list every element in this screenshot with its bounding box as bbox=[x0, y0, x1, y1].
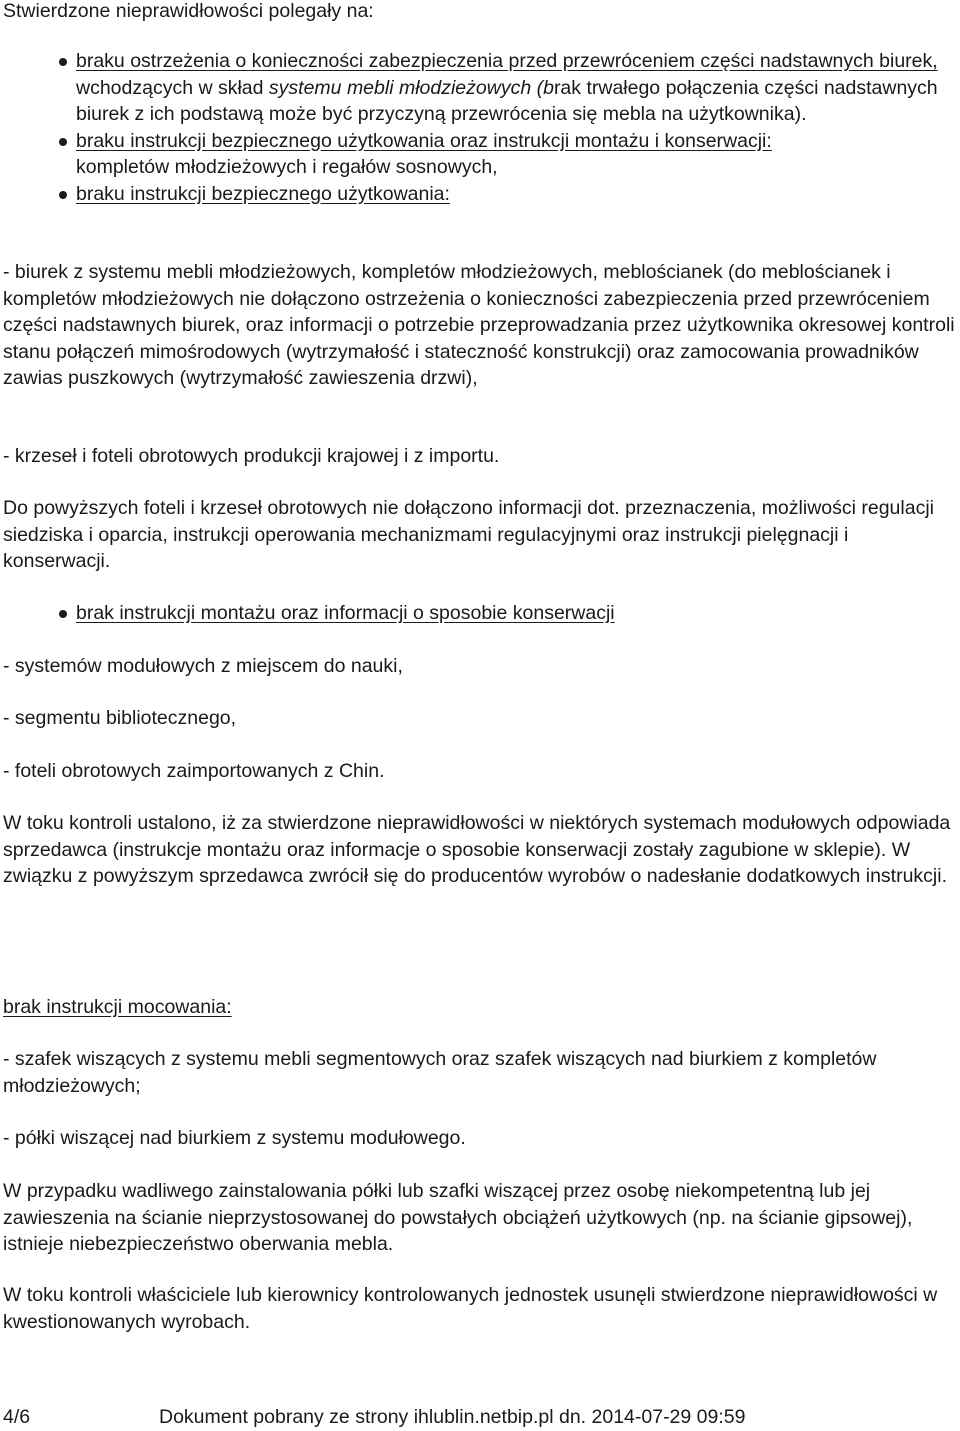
dash-item-foteli: - foteli obrotowych zaimportowanych z Chin. bbox=[3, 760, 385, 782]
page-footer bbox=[3, 1404, 958, 1430]
paragraph-szafek: - szafek wiszących z systemu mebli segmentowych oraz szafek wiszących nad biurkiem z kompletów młodzieżowych; bbox=[3, 1048, 877, 1097]
list-item bbox=[3, 48, 958, 128]
dash-item-systemow: - systemów modułowych z miejscem do nauki, bbox=[3, 655, 403, 677]
bullet-icon bbox=[59, 610, 67, 618]
list-item-underlined: braku instrukcji bezpiecznego użytkowania: bbox=[76, 182, 450, 205]
page-number: 4/6 bbox=[3, 1406, 31, 1428]
paragraph-usunieto: W toku kontroli właściciele lub kierownicy kontrolowanych jednostek usunęli stwierdzone nieprawidłowości w kwestionowanych wyrobach. bbox=[3, 1284, 938, 1333]
intro-text: Stwierdzone nieprawidłowości polegały na: bbox=[3, 0, 374, 22]
list-item-text: kompletów młodzieżowych i regałów sosnowych, bbox=[76, 156, 498, 178]
list-item-underlined: braku instrukcji bezpiecznego użytkowania oraz instrukcji montażu i konserwacji: bbox=[76, 129, 772, 152]
paragraph-biurek: - biurek z systemu mebli młodzieżowych, kompletów młodzieżowych, meblościanek (do meblościanek i kompletów młodzieżowych nie dołączono ostrzeżenia o konieczności zabezpieczenia przed przewróceniem części nadstawnych biurek, oraz informacji o potrzebie przeprowadzania przez użytkownika okresowej kontroli stanu połączeń mimośrodowych (wytrzymałość i stateczność konstrukcji) oraz zamocowania prowadników zawias puszkowych (wytrzymałość zawieszenia drzwi), bbox=[3, 261, 955, 389]
paragraph-polki: - półki wiszącej nad biurkiem z systemu modułowego. bbox=[3, 1127, 466, 1149]
bullet-icon bbox=[59, 58, 67, 66]
list-item-underlined: brak instrukcji montażu oraz informacji o sposobie konserwacji bbox=[76, 602, 615, 624]
list-item-text: wchodzących w skład bbox=[76, 76, 269, 99]
list-item bbox=[3, 128, 958, 181]
findings-list-2 bbox=[3, 600, 958, 627]
list-item-text: rak trwałego połączenia części nadstawnych biurek z ich podstawą może być przyczyną przewrócenia się mebla na użytkownika). bbox=[76, 76, 938, 125]
dash-item-segmentu: - segmentu bibliotecznego, bbox=[3, 707, 237, 729]
list-item bbox=[3, 181, 958, 208]
source-note: Dokument pobrany ze strony ihlublin.netbip.pl dn. 2014-07-29 09:59 bbox=[159, 1406, 746, 1428]
list-item bbox=[3, 600, 958, 627]
bullet-icon bbox=[59, 191, 67, 199]
findings-list bbox=[3, 48, 958, 207]
bullet-icon bbox=[59, 138, 67, 146]
list-item-underlined: braku ostrzeżenia o konieczności zabezpieczenia przed przewróceniem części nadstawnych biurek, bbox=[76, 50, 938, 72]
heading-mocowania: brak instrukcji mocowania: bbox=[3, 996, 232, 1018]
paragraph-krzesel: - krzeseł i foteli obrotowych produkcji krajowej i z importu. bbox=[3, 445, 500, 467]
list-item-italic: systemu mebli młodzieżowych (b bbox=[268, 76, 554, 99]
paragraph-foteli: Do powyższych foteli i krzeseł obrotowych nie dołączono informacji dot. przeznaczenia, możliwości regulacji siedziska i oparcia, instrukcji operowania mechanizmami regulacyjnymi oraz instrukcji pielęgnacji i konserwacji. bbox=[3, 497, 934, 572]
paragraph-toku-kontroli: W toku kontroli ustalono, iż za stwierdzone nieprawidłowości w niektórych systemach modułowych odpowiada sprzedawca (instrukcje montażu oraz informacje o sposobie konserwacji zostały zagubione w sklepie). W związku z powyższym sprzedawca zwrócił się do producentów wyrobów o nadesłanie dodatkowych instrukcji. bbox=[3, 812, 951, 887]
paragraph-wadliwego: W przypadku wadliwego zainstalowania półki lub szafki wiszącej przez osobę niekompetentną lub jej zawieszenia na ścianie nieprzystosowanej do powstałych obciążeń użytkowych (np. na ścianie gipsowej), istnieje niebezpieczeństwo oberwania mebla. bbox=[3, 1180, 913, 1255]
